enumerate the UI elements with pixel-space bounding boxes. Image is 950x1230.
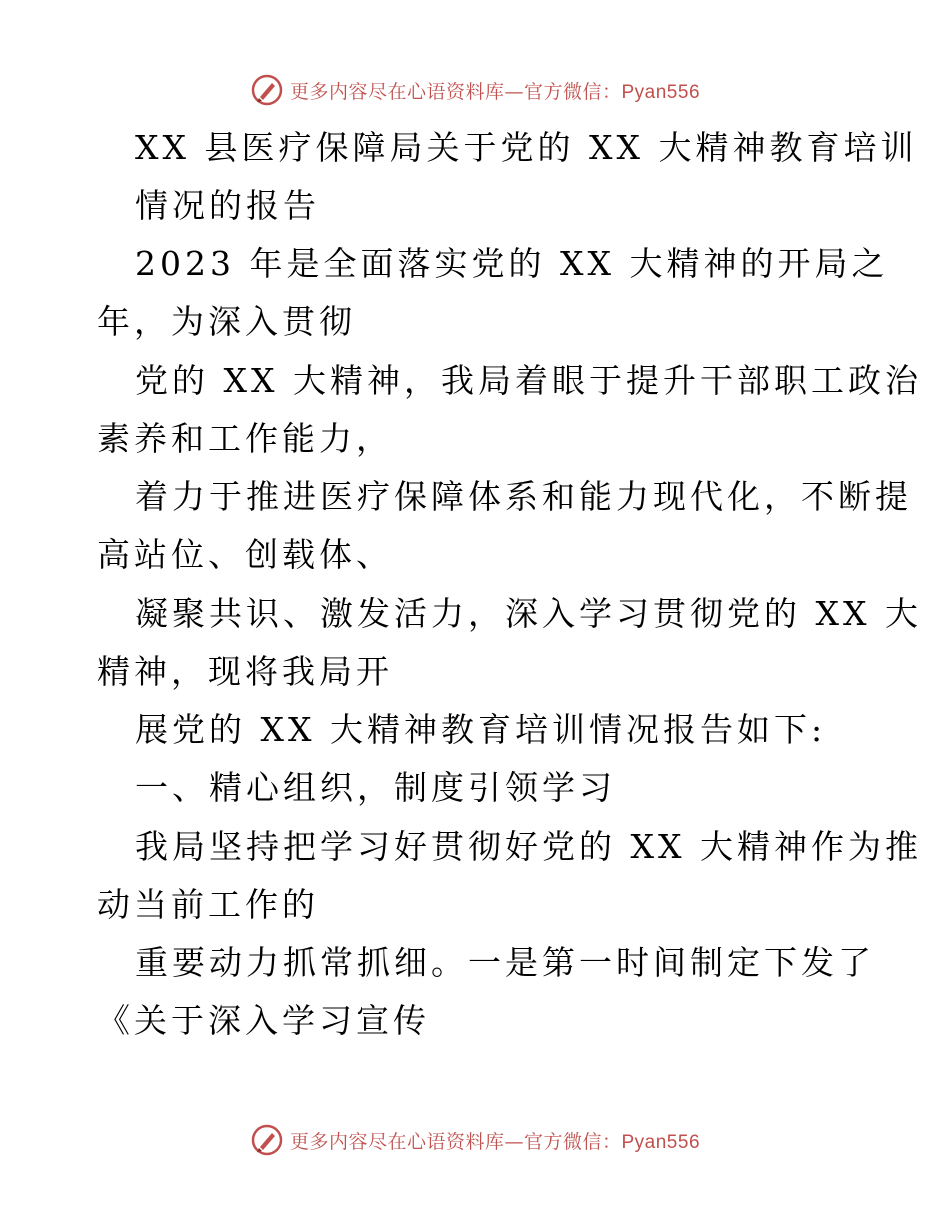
header-watermark xyxy=(0,70,950,110)
paragraph-line: 动当前工作的 xyxy=(97,885,319,924)
paragraph-line: 精神，现将我局开 xyxy=(97,652,393,691)
paragraph-line: 凝聚共识、激发活力，深入学习贯彻党的 XX 大 xyxy=(135,594,922,633)
section-heading: 一、精心组织，制度引领学习 xyxy=(135,768,616,807)
watermark-text: 更多内容尽在心语资料库—官方微信：Pyan556 xyxy=(289,80,701,103)
document-title-line-2: 情况的报告 xyxy=(135,186,320,225)
paragraph-line: 展党的 XX 大精神教育培训情况报告如下: xyxy=(135,710,827,749)
paragraph-line: 年，为深入贯彻 xyxy=(97,302,356,341)
footer-watermark xyxy=(0,1120,950,1160)
pen-logo-icon xyxy=(250,1123,284,1157)
paragraph-line: 着力于推进医疗保障体系和能力现代化，不断提 xyxy=(135,477,912,516)
pen-logo-icon xyxy=(250,73,284,107)
watermark-text: 更多内容尽在心语资料库—官方微信：Pyan556 xyxy=(289,1130,701,1153)
paragraph-line: 《关于深入学习宣传 xyxy=(97,1001,430,1040)
paragraph-line: 我局坚持把学习好贯彻好党的 XX 大精神作为推 xyxy=(135,827,922,866)
paragraph-line: 重要动力抓常抓细。一是第一时间制定下发了 xyxy=(135,943,875,982)
paragraph-line: 2023 年是全面落实党的 XX 大精神的开局之 xyxy=(135,244,889,283)
paragraph-line: 党的 XX 大精神，我局着眼于提升干部职工政治 xyxy=(135,361,922,400)
paragraph-line: 高站位、创载体、 xyxy=(97,535,393,574)
document-title-line-1: XX 县医疗保障局关于党的 XX 大精神教育培训 xyxy=(135,128,918,167)
paragraph-line: 素养和工作能力， xyxy=(97,419,393,458)
